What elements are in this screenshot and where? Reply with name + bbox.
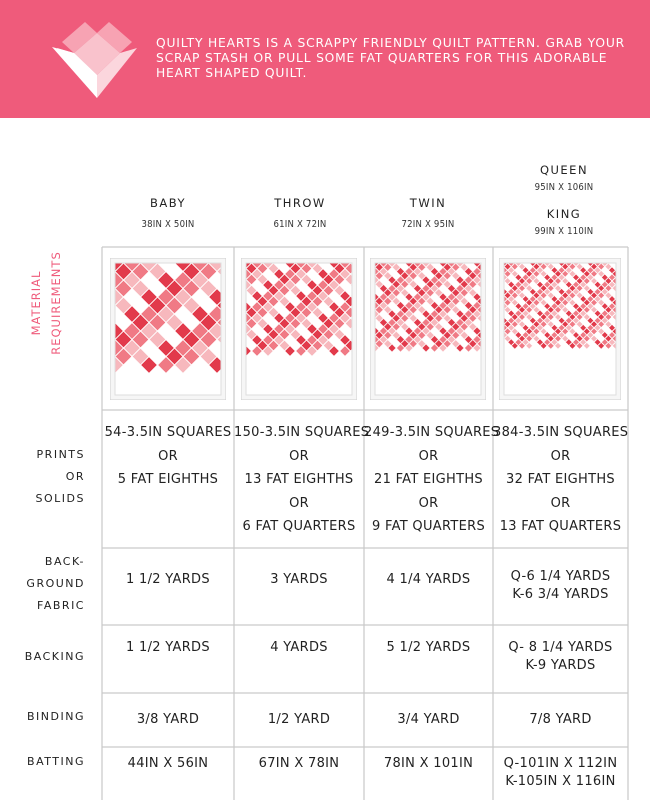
cell-line: 5 FAT EIGHTHS	[117, 472, 219, 487]
table-cell	[493, 755, 628, 791]
row-label-text: BACKING	[24, 650, 85, 663]
row-label-batting	[10, 751, 85, 773]
table-cell	[102, 421, 234, 492]
cell-line: 1 1/2 YARDS	[126, 640, 210, 655]
header-banner	[0, 0, 650, 118]
cell-line: OR	[158, 448, 178, 464]
table-cell	[493, 711, 628, 729]
cell-line: Q-101IN X 112IN	[503, 756, 618, 771]
cell-line: Q- 8 1/4 YARDS	[508, 640, 613, 655]
size-header-queen-king	[494, 163, 634, 237]
cell-line: 21 FAT EIGHTHS	[374, 472, 483, 487]
row-label-background-fabric	[10, 551, 85, 617]
table-cell	[364, 571, 493, 589]
cell-line: 4 YARDS	[270, 640, 328, 655]
size-dimensions: 61IN X 72IN	[273, 219, 327, 230]
table-cell	[364, 639, 493, 657]
size-name: BABY	[149, 196, 187, 210]
cell-line: K-9 YARDS	[525, 658, 596, 673]
cell-line: 5 1/2 YARDS	[386, 640, 471, 655]
table-cell	[234, 421, 370, 539]
size-dimensions: 38IN X 50IN	[141, 219, 195, 230]
table-cell	[493, 568, 628, 604]
size-header-baby	[103, 196, 233, 230]
cell-line: Q-6 1/4 YARDS	[510, 569, 611, 584]
cell-line: 9 FAT QUARTERS	[371, 519, 485, 534]
cell-line: 1 1/2 YARDS	[126, 572, 210, 587]
row-label-binding	[10, 706, 85, 728]
cell-line: 78IN X 101IN	[383, 756, 474, 771]
cell-line: 13 FAT EIGHTHS	[244, 472, 354, 487]
cell-line: OR	[418, 495, 439, 511]
size-name: TWIN	[409, 196, 447, 210]
section-label-line-1: MATERIAL	[29, 270, 43, 336]
row-label-text: BATTING	[27, 755, 85, 768]
cell-line: K-105IN X 116IN	[505, 774, 616, 789]
table-cell	[234, 639, 364, 657]
size-name-king: KING	[546, 207, 582, 221]
table-cell	[234, 571, 364, 589]
table-cell	[493, 421, 628, 539]
table-cell	[102, 711, 234, 729]
cell-line: 67IN X 78IN	[258, 756, 340, 771]
cell-line: 3/4 YARD	[397, 712, 460, 727]
row-label-text: BINDING	[27, 710, 85, 723]
cell-line: OR	[289, 448, 309, 464]
size-dimensions: 72IN X 95IN	[401, 219, 455, 230]
table-cell	[102, 755, 234, 773]
table-cell	[364, 711, 493, 729]
cell-line: 249-3.5IN SQUARES	[364, 425, 500, 440]
size-header-throw	[235, 196, 365, 230]
cell-line: 3 YARDS	[270, 572, 328, 587]
cell-line: OR	[289, 495, 309, 511]
material-requirements-label	[26, 247, 76, 359]
size-name: THROW	[274, 196, 326, 210]
cell-line: K-6 3/4 YARDS	[512, 587, 609, 602]
row-label-text: PRINTS OR SOLIDS	[35, 448, 85, 505]
cell-line: 7/8 YARD	[529, 712, 592, 727]
quilt-image-queen-king	[499, 258, 621, 400]
cell-line: 3/8 YARD	[136, 712, 200, 727]
row-label-text: BACK- GROUND FABRIC	[26, 555, 85, 612]
cell-line: 150-3.5IN SQUARES	[234, 425, 370, 440]
size-dimensions-queen: 95IN X 106IN	[534, 182, 594, 193]
cell-line: OR	[550, 495, 571, 511]
quilt-image-baby	[110, 258, 226, 400]
cell-line: 32 FAT EIGHTHS	[506, 472, 615, 487]
cell-line: 4 1/4 YARDS	[386, 572, 471, 587]
quilty-hearts-logo-icon	[52, 22, 142, 98]
table-cell	[493, 639, 628, 675]
cell-line: 384-3.5IN SQUARES	[493, 425, 629, 440]
size-dimensions-king: 99IN X 110IN	[534, 226, 594, 237]
size-name-queen: QUEEN	[539, 163, 589, 177]
cell-line: OR	[550, 448, 571, 464]
table-cell	[234, 755, 364, 773]
row-label-prints-or-solids	[10, 444, 85, 510]
table-cell	[102, 571, 234, 589]
cell-line: 44IN X 56IN	[127, 756, 209, 771]
cell-line: 13 FAT QUARTERS	[499, 519, 622, 534]
table-cell	[364, 421, 500, 539]
table-cell	[364, 755, 493, 773]
quilt-image-twin	[370, 258, 486, 400]
cell-line: 54-3.5IN SQUARES	[104, 425, 232, 440]
table-cell	[102, 639, 234, 657]
cell-line: 6 FAT QUARTERS	[242, 519, 356, 534]
size-header-twin	[364, 196, 492, 230]
cell-line: 1/2 YARD	[267, 712, 331, 727]
row-label-backing	[10, 646, 85, 668]
section-label-line-2: REQUIREMENTS	[49, 251, 63, 355]
table-cell	[234, 711, 364, 729]
quilt-image-throw	[241, 258, 357, 400]
banner-description: QUILTY HEARTS IS A SCRAPPY FRIENDLY QUILT PATTERN. GRAB YOUR SCRAP STASH OR PULL SOME FAT QUARTERS FOR THIS ADORABLE HEART SHAPED QUILT.	[156, 36, 626, 80]
cell-line: OR	[418, 448, 439, 464]
